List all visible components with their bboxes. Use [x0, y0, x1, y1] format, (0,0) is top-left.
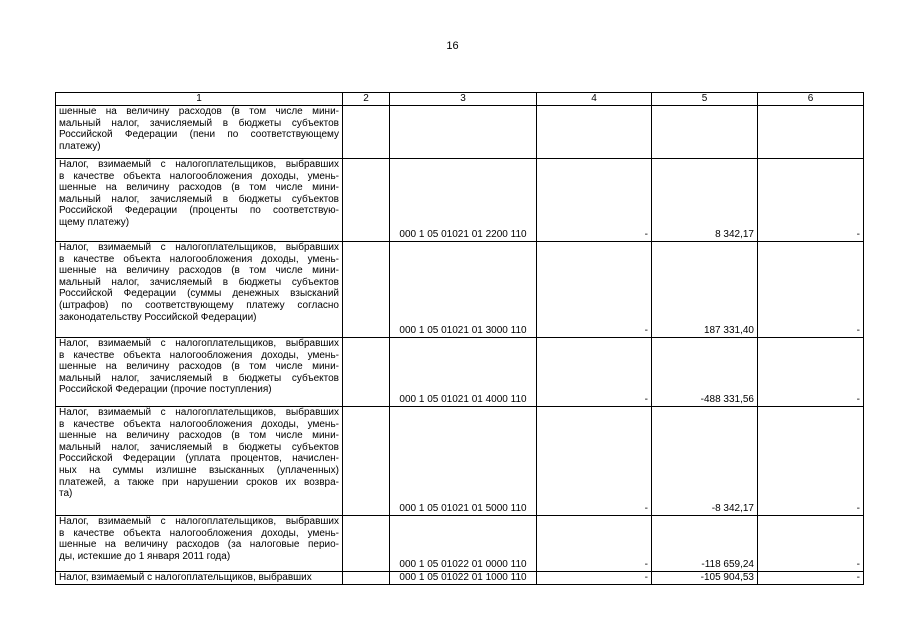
- row-name-line: шенные на величину расходов (за налоговые перио-: [59, 539, 339, 551]
- row-col2-cell: [343, 106, 390, 159]
- row-col6-cell: -: [758, 338, 864, 407]
- row-amount-cell: -118 659,24: [652, 516, 758, 572]
- row-col6-cell: -: [758, 242, 864, 338]
- row-name-cell: [56, 407, 343, 516]
- row-name-line: законодательству Российской Федерации): [59, 311, 257, 323]
- row-name-cell: [56, 572, 343, 585]
- row-code-cell: 000 1 05 01021 01 3000 110: [390, 242, 537, 338]
- row-col2-cell: [343, 407, 390, 516]
- row-col2-cell: [343, 338, 390, 407]
- row-amount-cell: [652, 106, 758, 159]
- row-name-line: мальный налог, зачисляемый в бюджеты субъектов: [59, 276, 339, 288]
- row-col6-cell: -: [758, 516, 864, 572]
- row-col4-cell: -: [537, 242, 652, 338]
- row-col4-cell: -: [537, 338, 652, 407]
- row-name-line: в качестве объекта налогообложения доходы, умень-: [59, 349, 339, 361]
- row-name-line: Российской Федерации (проценты по соответствую-: [59, 205, 339, 217]
- table-row: [56, 106, 864, 159]
- row-name-line: Налог, взимаемый с налогоплательщиков, выбравших: [59, 516, 339, 527]
- row-name-line: в качестве объекта налогообложения доходы, умень-: [59, 170, 339, 182]
- row-col4-cell: -: [537, 159, 652, 242]
- row-code-cell: 000 1 05 01022 01 1000 110: [390, 572, 537, 585]
- row-amount-cell: 8 342,17: [652, 159, 758, 242]
- row-col6-cell: [758, 106, 864, 159]
- row-name-line: в качестве объекта налогообложения доходы, умень-: [59, 253, 339, 265]
- row-code-cell: [390, 106, 537, 159]
- header-col-6: 6: [758, 93, 864, 106]
- header-col-1: 1: [56, 93, 343, 106]
- row-col2-cell: [343, 159, 390, 242]
- row-name-line: мальный налог, зачисляемый в бюджеты субъектов: [59, 117, 339, 129]
- row-name-cell: [56, 106, 343, 159]
- row-col4-cell: [537, 106, 652, 159]
- table-body: [56, 106, 864, 585]
- row-name-line: щему платежу): [59, 216, 130, 228]
- row-name-line: платежу): [59, 140, 101, 152]
- header-row: [56, 93, 864, 106]
- header-col-5: 5: [652, 93, 758, 106]
- table-row: [56, 516, 864, 572]
- row-name-line: шенные на величину расходов (в том числе мини-: [59, 106, 339, 117]
- row-name-cell: [56, 338, 343, 407]
- row-name-line: платежей, а также при нарушении сроков их возвра-: [59, 476, 339, 488]
- table-row: [56, 159, 864, 242]
- row-col2-cell: [343, 516, 390, 572]
- row-name-line: Налог, взимаемый с налогоплательщиков, выбравших: [59, 242, 339, 253]
- table-row: [56, 338, 864, 407]
- row-name-line: Налог, взимаемый с налогоплательщиков, выбравших: [59, 572, 312, 583]
- row-amount-cell: -105 904,53: [652, 572, 758, 585]
- table-row: [56, 572, 864, 585]
- row-name-line: мальный налог, зачисляемый в бюджеты субъектов: [59, 193, 339, 205]
- row-name-line: Налог, взимаемый с налогоплательщиков, выбравших: [59, 159, 339, 170]
- row-col4-cell: -: [537, 572, 652, 585]
- row-name-line: Российской Федерации (суммы денежных взысканий: [59, 288, 339, 300]
- row-code-cell: 000 1 05 01021 01 2200 110: [390, 159, 537, 242]
- row-col6-cell: -: [758, 572, 864, 585]
- row-col4-cell: -: [537, 516, 652, 572]
- row-name-line: ды, истекшие до 1 января 2011 года): [59, 550, 231, 562]
- row-name-line: Российской Федерации (уплата процентов, начислен-: [59, 453, 339, 465]
- row-code-cell: 000 1 05 01021 01 5000 110: [390, 407, 537, 516]
- row-name-line: Налог, взимаемый с налогоплательщиков, выбравших: [59, 338, 339, 349]
- row-name-line: шенные на величину расходов (в том числе мини-: [59, 182, 339, 194]
- row-name-line: Налог, взимаемый с налогоплательщиков, выбравших: [59, 407, 339, 418]
- row-name-line: шенные на величину расходов (в том числе мини-: [59, 361, 339, 373]
- row-col2-cell: [343, 572, 390, 585]
- row-name-cell: [56, 516, 343, 572]
- row-name-line: (штрафов) по соответствующему платежу согласно: [59, 299, 339, 311]
- row-col6-cell: -: [758, 407, 864, 516]
- table-row: [56, 407, 864, 516]
- row-name-line: Российской Федерации (прочие поступления): [59, 384, 272, 396]
- row-amount-cell: -8 342,17: [652, 407, 758, 516]
- row-name-line: мальный налог, зачисляемый в бюджеты субъектов: [59, 372, 339, 384]
- row-name-line: ных на суммы излишне взысканных (уплаченных): [59, 464, 339, 476]
- row-col4-cell: -: [537, 407, 652, 516]
- row-code-cell: 000 1 05 01022 01 0000 110: [390, 516, 537, 572]
- row-name-cell: [56, 242, 343, 338]
- header-col-4: 4: [537, 93, 652, 106]
- row-name-cell: [56, 159, 343, 242]
- budget-revenue-table: [55, 92, 864, 585]
- row-name-line: шенные на величину расходов (в том числе мини-: [59, 265, 339, 277]
- page-number: 16: [446, 40, 459, 52]
- row-code-cell: 000 1 05 01021 01 4000 110: [390, 338, 537, 407]
- header-col-2: 2: [343, 93, 390, 106]
- row-name-line: в качестве объекта налогообложения доходы, умень-: [59, 418, 339, 430]
- row-name-line: в качестве объекта налогообложения доходы, умень-: [59, 527, 339, 539]
- table-row: [56, 242, 864, 338]
- row-name-line: Российской Федерации (пени по соответствующему: [59, 129, 339, 141]
- row-col6-cell: -: [758, 159, 864, 242]
- row-name-line: та): [59, 488, 73, 500]
- row-name-line: шенные на величину расходов (в том числе мини-: [59, 430, 339, 442]
- row-name-line: мальный налог, зачисляемый в бюджеты субъектов: [59, 441, 339, 453]
- row-amount-cell: -488 331,56: [652, 338, 758, 407]
- header-col-3: 3: [390, 93, 537, 106]
- row-col2-cell: [343, 242, 390, 338]
- row-amount-cell: 187 331,40: [652, 242, 758, 338]
